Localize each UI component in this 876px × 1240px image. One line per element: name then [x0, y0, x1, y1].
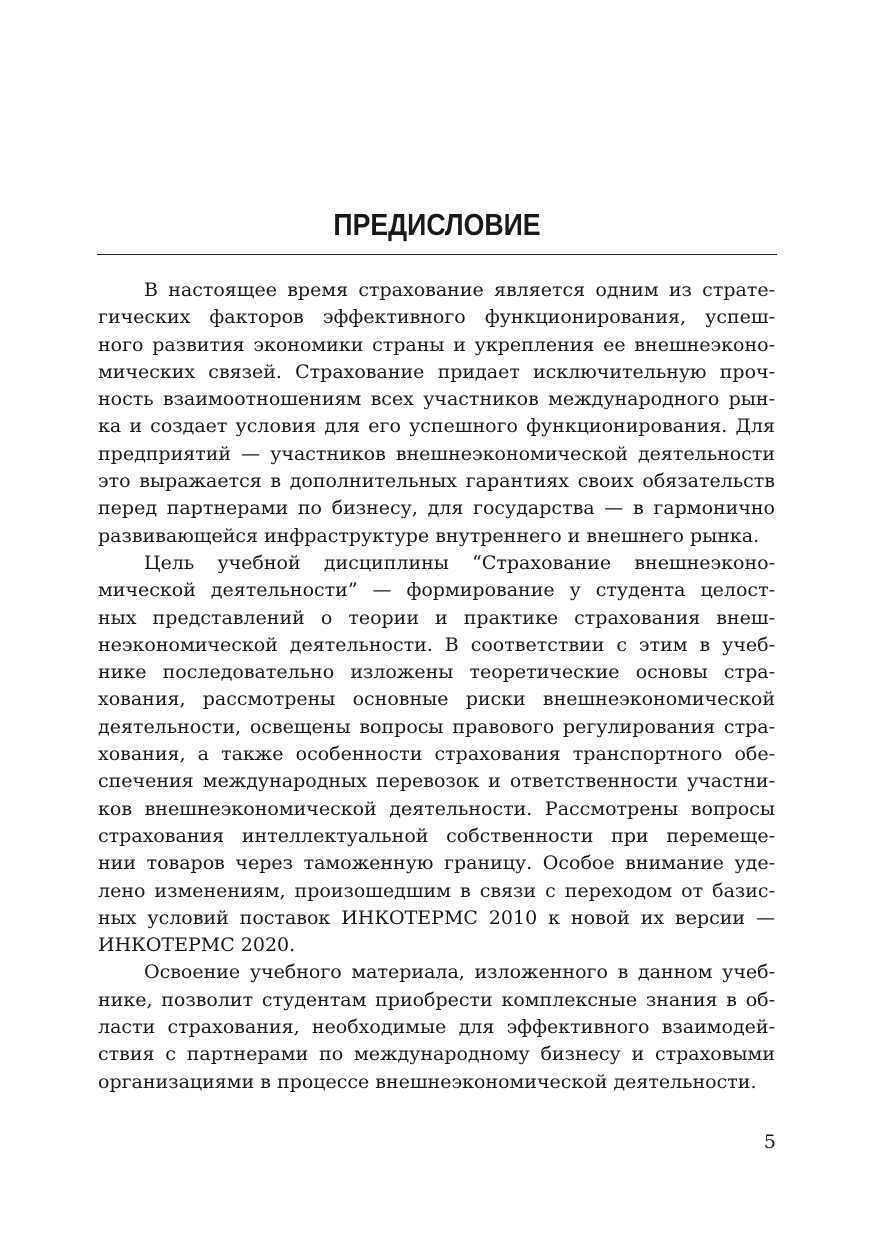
text-line: деятельности, освещены вопросы правового регулирования стра-	[98, 715, 775, 738]
text-line: организациями в процессе внешнеэкономической деятельности.	[98, 1070, 757, 1093]
text-line: ка и создает условия для его успешного функционирования. Для	[98, 415, 775, 438]
text-line: мических связей. Страхование придает исключительную проч-	[98, 360, 775, 383]
text-line: нике последовательно изложены теоретические основы стра-	[98, 661, 775, 684]
text-line: ных представлений о теории и практике страхования внеш-	[98, 606, 775, 629]
text-line: В настоящее время страхование является одним из страте-	[144, 279, 775, 301]
text-line: ИНКОТЕРМС 2020.	[98, 934, 296, 957]
text-line: лено изменениям, произошедшим в связи с переходом от базис-	[98, 879, 775, 902]
text-line: Освоение учебного материала, изложенного в данном учеб-	[144, 961, 775, 984]
text-line: ствия с партнерами по международному бизнесу и страховыми	[98, 1043, 775, 1066]
text-line: хования, рассмотрены основные риски внешнеэкономической	[98, 688, 775, 711]
text-line: ных условий поставок ИНКОТЕРМС 2010 к новой их версии —	[98, 906, 775, 929]
text-line: ласти страхования, необходимые для эффективного взаимодей-	[98, 1016, 775, 1039]
text-line: развивающейся инфраструктуре внутреннего и внешнего рынка.	[98, 524, 760, 547]
text-line: страхования интеллектуальной собственности при перемеще-	[98, 824, 775, 847]
text-line: нии товаров через таможенную границу. Особое внимание уде-	[98, 852, 775, 875]
chapter-heading: ПРЕДИСЛОВИЕ	[333, 207, 541, 242]
text-line: спечения международных перевозок и ответственности участни-	[98, 770, 775, 793]
text-line: перед партнерами по бизнесу, для государства — в гармонично	[98, 497, 775, 520]
heading-divider	[97, 254, 777, 255]
text-line: ного развития экономики страны и укрепления ее внешнеэконо-	[98, 333, 775, 356]
text-line: Цель учебной дисциплины “Страхование внешнеэконо-	[144, 551, 775, 574]
text-line: нике, позволит студентам приобрести комплексные знания в об-	[98, 988, 775, 1011]
text-line: это выражается в дополнительных гарантиях своих обязательств	[98, 470, 775, 493]
text-line: ность взаимоотношениям всех участников международного рын-	[98, 388, 775, 411]
text-line: гических факторов эффективного функционирования, успеш-	[98, 306, 775, 329]
text-line: хования, а также особенности страхования транспортного обе-	[98, 743, 775, 766]
text-line: неэкономической деятельности. В соответствии с этим в учеб-	[98, 633, 775, 656]
text-line: ков внешнеэкономической деятельности. Рассмотрены вопросы	[98, 797, 775, 820]
body-text	[98, 277, 775, 1096]
page-number: 5	[763, 1131, 776, 1153]
text-line: мической деятельности” — формирование у студента целост-	[98, 579, 775, 602]
text-line: предприятий — участников внешнеэкономической деятельности	[98, 442, 775, 465]
